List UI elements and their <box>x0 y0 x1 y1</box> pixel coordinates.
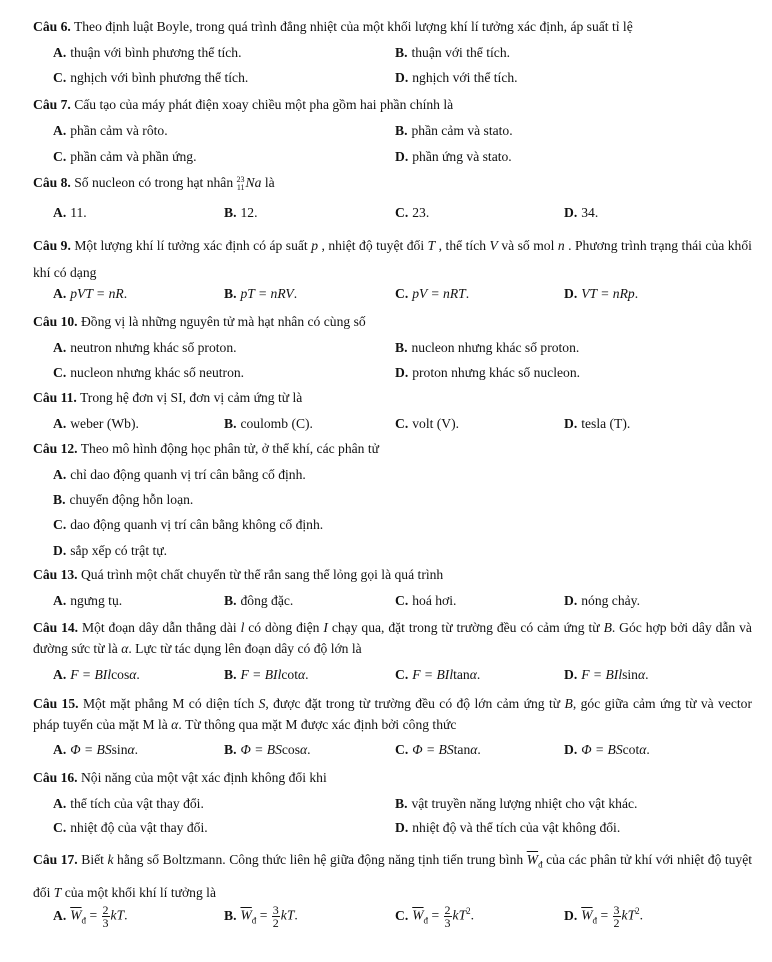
stem-text: và số mol <box>501 238 555 253</box>
symbol-alpha: α <box>171 717 179 732</box>
mass-number: 23 <box>236 174 245 184</box>
formula-arg: α <box>300 742 308 757</box>
stem-text: của một khối khí lí tưởng là <box>64 884 216 900</box>
question-stem <box>33 567 752 583</box>
option-text: phần cảm và stato. <box>411 123 513 138</box>
stem-text: Quá trình một chất chuyển từ thể rắn sang thể lỏng gọi là quá trình <box>80 567 444 582</box>
option-d[interactable] <box>395 149 512 165</box>
question-stem <box>33 617 752 659</box>
symbol-v: V <box>489 238 498 253</box>
option-b[interactable]: B. $\overline{W}_đ$ = $\frac{3}{2}$ kT. <box>224 903 298 930</box>
question-9 <box>33 232 752 286</box>
formula-lhs: Φ = BS <box>70 742 112 757</box>
symbol-k: k <box>280 907 287 923</box>
formula-function: cot <box>281 667 298 682</box>
symbol-l: l <box>240 620 245 635</box>
option-label: C. <box>395 416 409 431</box>
option-text: 12. <box>240 205 258 220</box>
stem-text: chạy qua, đặt trong từ trường đều có cảm ứng từ <box>331 620 600 635</box>
option-text: đông đặc. <box>240 593 294 608</box>
option-label: C. <box>53 820 67 835</box>
symbol-i: I <box>323 620 328 635</box>
question-stem <box>33 441 752 457</box>
question-stem <box>33 846 752 906</box>
option-d[interactable] <box>53 543 167 559</box>
option-d[interactable] <box>395 365 580 381</box>
fraction <box>102 904 110 929</box>
stem-text: Biết <box>81 852 104 867</box>
question-6 <box>33 19 752 35</box>
option-label: B. <box>224 205 237 220</box>
stem-text: Theo định luật Boyle, trong quá trình đẳng nhiệt của một khối lượng khí lí tưởng xác định, áp suất tỉ lệ <box>73 19 633 34</box>
stem-text: Một mặt phẳng M có diện tích <box>82 696 255 711</box>
stem-text: , nhiệt độ tuyệt đối <box>321 238 425 253</box>
stem-text: . Phương trình trạng thái của khối khí có dạng <box>33 238 752 280</box>
option-text: thuận với thể tích. <box>411 45 511 60</box>
formula-lhs: Φ = BS <box>581 742 623 757</box>
option-label: B. <box>395 796 408 811</box>
formula-arg: α <box>639 742 647 757</box>
option-text: nghịch với bình phương thể tích. <box>70 70 249 85</box>
question-stem <box>33 175 752 192</box>
option-formula: pVT = nR <box>70 286 124 301</box>
option-label: C. <box>53 517 67 532</box>
formula-function: cot <box>622 742 640 757</box>
option-text: coulomb (C). <box>240 416 313 431</box>
option-a[interactable] <box>53 123 168 139</box>
formula-arg: α <box>127 742 135 757</box>
question-14 <box>33 617 752 659</box>
question-12 <box>33 441 752 457</box>
option-text: chuyển động hỗn loạn. <box>69 492 194 507</box>
option-label: B. <box>224 742 237 757</box>
option-label: A. <box>53 796 67 811</box>
symbol-n: n <box>557 238 565 253</box>
option-label: B. <box>224 416 237 431</box>
fraction <box>272 904 280 929</box>
formula-arg: α <box>129 667 137 682</box>
atomic-number: 11 <box>236 182 245 192</box>
option-a[interactable] <box>53 467 306 483</box>
formula-function: sin <box>111 742 128 757</box>
question-stem <box>33 390 752 406</box>
option-text: hoá hơi. <box>412 593 457 608</box>
option-c[interactable] <box>53 820 208 836</box>
stem-text: Theo mô hình động học phân tử, ở thể khí, các phân tử <box>80 441 380 456</box>
question-number: Câu 16. <box>33 770 78 785</box>
option-a[interactable] <box>53 340 237 356</box>
fraction-denominator: 3 <box>102 916 109 930</box>
option-d[interactable] <box>395 70 518 86</box>
option-b[interactable] <box>224 205 257 221</box>
fraction <box>613 904 621 929</box>
question-stem <box>33 97 752 113</box>
symbol-t: T <box>458 907 467 923</box>
option-b[interactable]: B. pT = nRV. <box>224 286 298 301</box>
stem-text: Một lượng khí lí tưởng xác định có áp suất <box>74 238 308 253</box>
option-text: phần cảm và rôto. <box>70 123 168 138</box>
option-label: B. <box>395 45 408 60</box>
question-15 <box>33 693 752 735</box>
option-text: nucleon nhưng khác số proton. <box>411 340 580 355</box>
option-label: A. <box>53 205 67 220</box>
question-11 <box>33 390 752 406</box>
option-b[interactable]: B. Φ = BScosα. <box>224 742 311 757</box>
question-stem <box>33 314 752 330</box>
option-label: C. <box>53 365 67 380</box>
question-number: Câu 8. <box>33 175 71 190</box>
fraction-denominator: 3 <box>444 916 451 930</box>
option-c[interactable]: C. pV = nRT. <box>395 286 470 301</box>
symbol-t: T <box>286 907 295 923</box>
formula-lhs: Φ = BS <box>412 742 454 757</box>
stem-text: của các phân tử khí với nhiệt độ tuyệt đối <box>33 852 753 900</box>
option-text: tesla (T). <box>581 416 631 431</box>
symbol-alpha: α <box>121 641 129 656</box>
option-b[interactable] <box>395 45 510 61</box>
option-label: D. <box>564 286 578 301</box>
option-text: sắp xếp có trật tự. <box>70 543 168 558</box>
option-c[interactable]: C. F = BIltanα. <box>395 667 481 682</box>
stem-text: có dòng điện <box>248 620 320 635</box>
option-text: nucleon nhưng khác số neutron. <box>70 365 245 380</box>
fraction-numerator: 3 <box>613 903 620 917</box>
option-label: D. <box>53 543 67 558</box>
symbol-w: $\overline{W}$ <box>70 907 82 923</box>
formula-function: cos <box>111 667 130 682</box>
option-b[interactable] <box>53 492 193 508</box>
formula-arg: α <box>297 667 306 682</box>
option-a[interactable] <box>53 45 241 61</box>
symbol-p: p <box>311 238 318 253</box>
option-label: D. <box>395 365 409 380</box>
stem-text: hằng số Boltzmann. Công thức liên hệ giữa động năng tịnh tiến trung bình <box>117 852 524 867</box>
symbol-t: T <box>53 884 62 900</box>
question-16 <box>33 770 752 786</box>
option-formula: pV = nRT <box>412 286 466 301</box>
option-text: 23. <box>412 205 430 220</box>
option-b[interactable] <box>395 796 637 812</box>
option-b[interactable] <box>224 593 293 609</box>
option-c[interactable] <box>53 517 323 533</box>
option-d[interactable] <box>564 416 630 432</box>
option-c[interactable] <box>53 365 244 381</box>
fraction-numerator: 2 <box>444 903 451 917</box>
question-number: Câu 17. <box>33 852 78 867</box>
option-label: B. <box>395 123 408 138</box>
option-label: B. <box>224 286 237 301</box>
formula-lhs: Φ = BS <box>240 742 282 757</box>
option-a[interactable] <box>53 416 139 432</box>
stem-text: . Lực từ tác dụng lên đoạn dây có độ lớn là <box>128 641 362 656</box>
option-text: nhiệt độ và thể tích của vật không đổi. <box>412 820 621 835</box>
question-number: Câu 6. <box>33 19 71 34</box>
stem-text: . Từ thông qua mặt M được xác định bởi công thức <box>178 717 457 732</box>
option-c[interactable] <box>53 70 248 86</box>
option-text: nóng chảy. <box>581 593 640 608</box>
formula-function: tan <box>453 742 471 757</box>
formula-lhs: F = BIl <box>412 667 454 682</box>
stem-text: Số nucleon có trong hạt nhân <box>74 175 234 190</box>
formula-lhs: F = BIl <box>70 667 112 682</box>
symbol-w: $\overline{W}$ <box>581 907 593 923</box>
question-17 <box>33 846 752 906</box>
fraction-denominator: 2 <box>272 916 279 930</box>
exponent: 2 <box>466 906 471 917</box>
option-text: 11. <box>70 205 87 220</box>
nuclide-numbers <box>237 176 245 192</box>
option-b[interactable] <box>395 340 579 356</box>
option-label: D. <box>395 820 409 835</box>
stem-text: Cấu tạo của máy phát điện xoay chiều một pha gồm hai phần chính là <box>74 97 454 112</box>
option-label: C. <box>53 70 67 85</box>
symbol-t: T <box>116 907 125 923</box>
stem-text: , được đặt trong từ trường đều có độ lớn cảm ứng từ <box>265 696 561 711</box>
option-d[interactable] <box>395 820 620 836</box>
question-10 <box>33 314 752 330</box>
option-text: thuận với bình phương thể tích. <box>70 45 242 60</box>
option-c[interactable] <box>395 205 429 221</box>
formula-arg: α <box>469 667 477 682</box>
symbol-k: k <box>107 852 114 867</box>
symbol-w-subscript: đ <box>423 915 429 926</box>
option-label: D. <box>395 70 409 85</box>
option-c[interactable] <box>395 416 459 432</box>
option-label: A. <box>53 416 67 431</box>
question-stem <box>33 19 752 35</box>
symbol-b: B <box>603 620 612 635</box>
option-label: C. <box>395 205 409 220</box>
option-label: C. <box>395 286 409 301</box>
option-label: B. <box>224 593 237 608</box>
option-a[interactable] <box>53 593 122 609</box>
option-label: D. <box>564 907 578 923</box>
symbol-b: B <box>564 696 573 711</box>
option-label: A. <box>53 742 67 757</box>
symbol-w-subscript: đ <box>81 915 87 926</box>
symbol-w-subscript: đ <box>592 915 598 926</box>
option-label: A. <box>53 907 67 923</box>
fraction-numerator: 3 <box>272 903 279 917</box>
question-number: Câu 12. <box>33 441 78 456</box>
option-text: dao động quanh vị trí cân bằng không cố định. <box>70 517 324 532</box>
stem-text: , góc giữa cảm ứng từ và vector pháp tuyến của mặt M là <box>33 696 753 732</box>
option-d[interactable]: D. F = BIlsinα. <box>564 667 649 682</box>
option-c[interactable]: C. Φ = BStanα. <box>395 742 481 757</box>
option-label: C. <box>53 149 67 164</box>
question-13 <box>33 567 752 583</box>
symbol-t: T <box>427 238 436 253</box>
question-7 <box>33 97 752 113</box>
fraction-denominator: 2 <box>613 916 620 930</box>
question-number: Câu 15. <box>33 696 79 711</box>
option-text: vật truyền năng lượng nhiệt cho vật khác. <box>411 796 638 811</box>
option-a[interactable]: A. F = BIlcosα. <box>53 667 140 682</box>
option-c[interactable]: C. $\overline{W}_đ$ = $\frac{2}{3}$ $kT^2$. <box>395 903 475 930</box>
symbol-t: T <box>627 907 636 923</box>
option-label: C. <box>395 742 409 757</box>
option-label: A. <box>53 123 67 138</box>
symbol-k: k <box>452 907 459 923</box>
option-label: A. <box>53 667 67 682</box>
fraction <box>444 904 452 929</box>
question-number: Câu 9. <box>33 238 71 253</box>
formula-function: sin <box>622 667 638 682</box>
option-label: A. <box>53 286 67 301</box>
option-d[interactable]: D. Φ = BScotα. <box>564 742 650 757</box>
option-a[interactable]: A. Φ = BSsinα. <box>53 742 139 757</box>
option-label: A. <box>53 340 67 355</box>
fraction-numerator: 2 <box>102 903 109 917</box>
option-text: 34. <box>581 205 599 220</box>
option-b[interactable] <box>224 416 313 432</box>
symbol-w-subscript: đ <box>538 859 543 870</box>
formula-lhs: F = BIl <box>581 667 623 682</box>
option-text: ngưng tụ. <box>70 593 123 608</box>
question-8 <box>33 175 752 192</box>
question-stem <box>33 232 752 286</box>
option-c[interactable] <box>395 593 456 609</box>
option-d[interactable]: D. $\overline{W}_đ$ = $\frac{3}{2}$ $kT^2$. <box>564 903 644 930</box>
option-label: C. <box>395 907 409 923</box>
stem-text: Trong hệ đơn vị SI, đơn vị cảm ứng từ là <box>79 390 303 405</box>
symbol-w: $\overline{W}$ <box>526 852 539 867</box>
option-label: B. <box>53 492 66 507</box>
stem-text: Một đoạn dây dẫn thẳng dài <box>81 620 237 635</box>
stem-text: Nội năng của một vật xác định không đổi khi <box>80 770 327 785</box>
stem-text: là <box>264 175 275 190</box>
symbol-w-subscript: đ <box>251 915 257 926</box>
option-a[interactable]: A. pVT = nR. <box>53 286 128 301</box>
question-number: Câu 11. <box>33 390 77 405</box>
option-label: B. <box>224 667 237 682</box>
option-b[interactable]: B. F = BIlcotα. <box>224 667 309 682</box>
formula-lhs: F = BIl <box>240 667 282 682</box>
question-number: Câu 10. <box>33 314 78 329</box>
symbol-k: k <box>621 907 628 923</box>
option-a[interactable]: A. $\overline{W}_đ$ = $\frac{2}{3}$ kT. <box>53 903 128 930</box>
option-d[interactable] <box>564 205 598 221</box>
question-number: Câu 14. <box>33 620 79 635</box>
option-a[interactable] <box>53 796 204 812</box>
formula-arg: α <box>470 742 478 757</box>
question-number: Câu 7. <box>33 97 71 112</box>
option-label: B. <box>224 907 237 923</box>
stem-text: . Góc hợp bởi dây dẫn và đường sức từ là <box>33 620 752 656</box>
option-text: volt (V). <box>412 416 460 431</box>
option-label: C. <box>395 593 409 608</box>
nuclide-symbol: Na <box>245 175 262 190</box>
option-label: D. <box>564 593 578 608</box>
option-d[interactable] <box>564 593 640 609</box>
symbol-w: $\overline{W}$ <box>240 907 252 923</box>
stem-text: , thể tích <box>438 238 487 253</box>
option-formula: pT = nRV <box>240 286 294 301</box>
formula-arg: α <box>637 667 646 682</box>
option-d[interactable]: D. VT = nRp. <box>564 286 639 301</box>
question-stem <box>33 693 752 735</box>
option-label: B. <box>395 340 408 355</box>
symbol-k: k <box>110 907 117 923</box>
exponent: 2 <box>635 906 640 917</box>
option-text: chỉ dao động quanh vị trí cân bằng cố định. <box>70 467 306 482</box>
option-a[interactable] <box>53 205 87 221</box>
option-label: D. <box>395 149 409 164</box>
option-label: A. <box>53 45 67 60</box>
symbol-w: $\overline{W}$ <box>412 907 424 923</box>
formula-function: cos <box>281 742 301 757</box>
option-b[interactable] <box>395 123 513 139</box>
option-label: C. <box>395 667 409 682</box>
option-text: nghịch với thể tích. <box>412 70 518 85</box>
option-text: neutron nhưng khác số proton. <box>70 340 237 355</box>
option-text: weber (Wb). <box>70 416 139 431</box>
option-text: nhiệt độ của vật thay đổi. <box>70 820 208 835</box>
option-label: A. <box>53 593 67 608</box>
option-label: D. <box>564 667 578 682</box>
symbol-s: S <box>258 696 266 711</box>
option-c[interactable] <box>53 149 197 165</box>
question-number: Câu 13. <box>33 567 78 582</box>
stem-text: Đồng vị là những nguyên tử mà hạt nhân có cùng số <box>80 314 366 329</box>
option-label: D. <box>564 742 578 757</box>
option-label: D. <box>564 205 578 220</box>
option-text: proton nhưng khác số nucleon. <box>412 365 581 380</box>
option-label: D. <box>564 416 578 431</box>
option-text: phần cảm và phần ứng. <box>70 149 197 164</box>
question-stem <box>33 770 752 786</box>
option-text: thể tích của vật thay đổi. <box>70 796 204 811</box>
option-label: A. <box>53 467 67 482</box>
option-text: phần ứng và stato. <box>412 149 512 164</box>
formula-function: tan <box>453 667 470 682</box>
option-formula: VT = nRp <box>581 286 635 301</box>
